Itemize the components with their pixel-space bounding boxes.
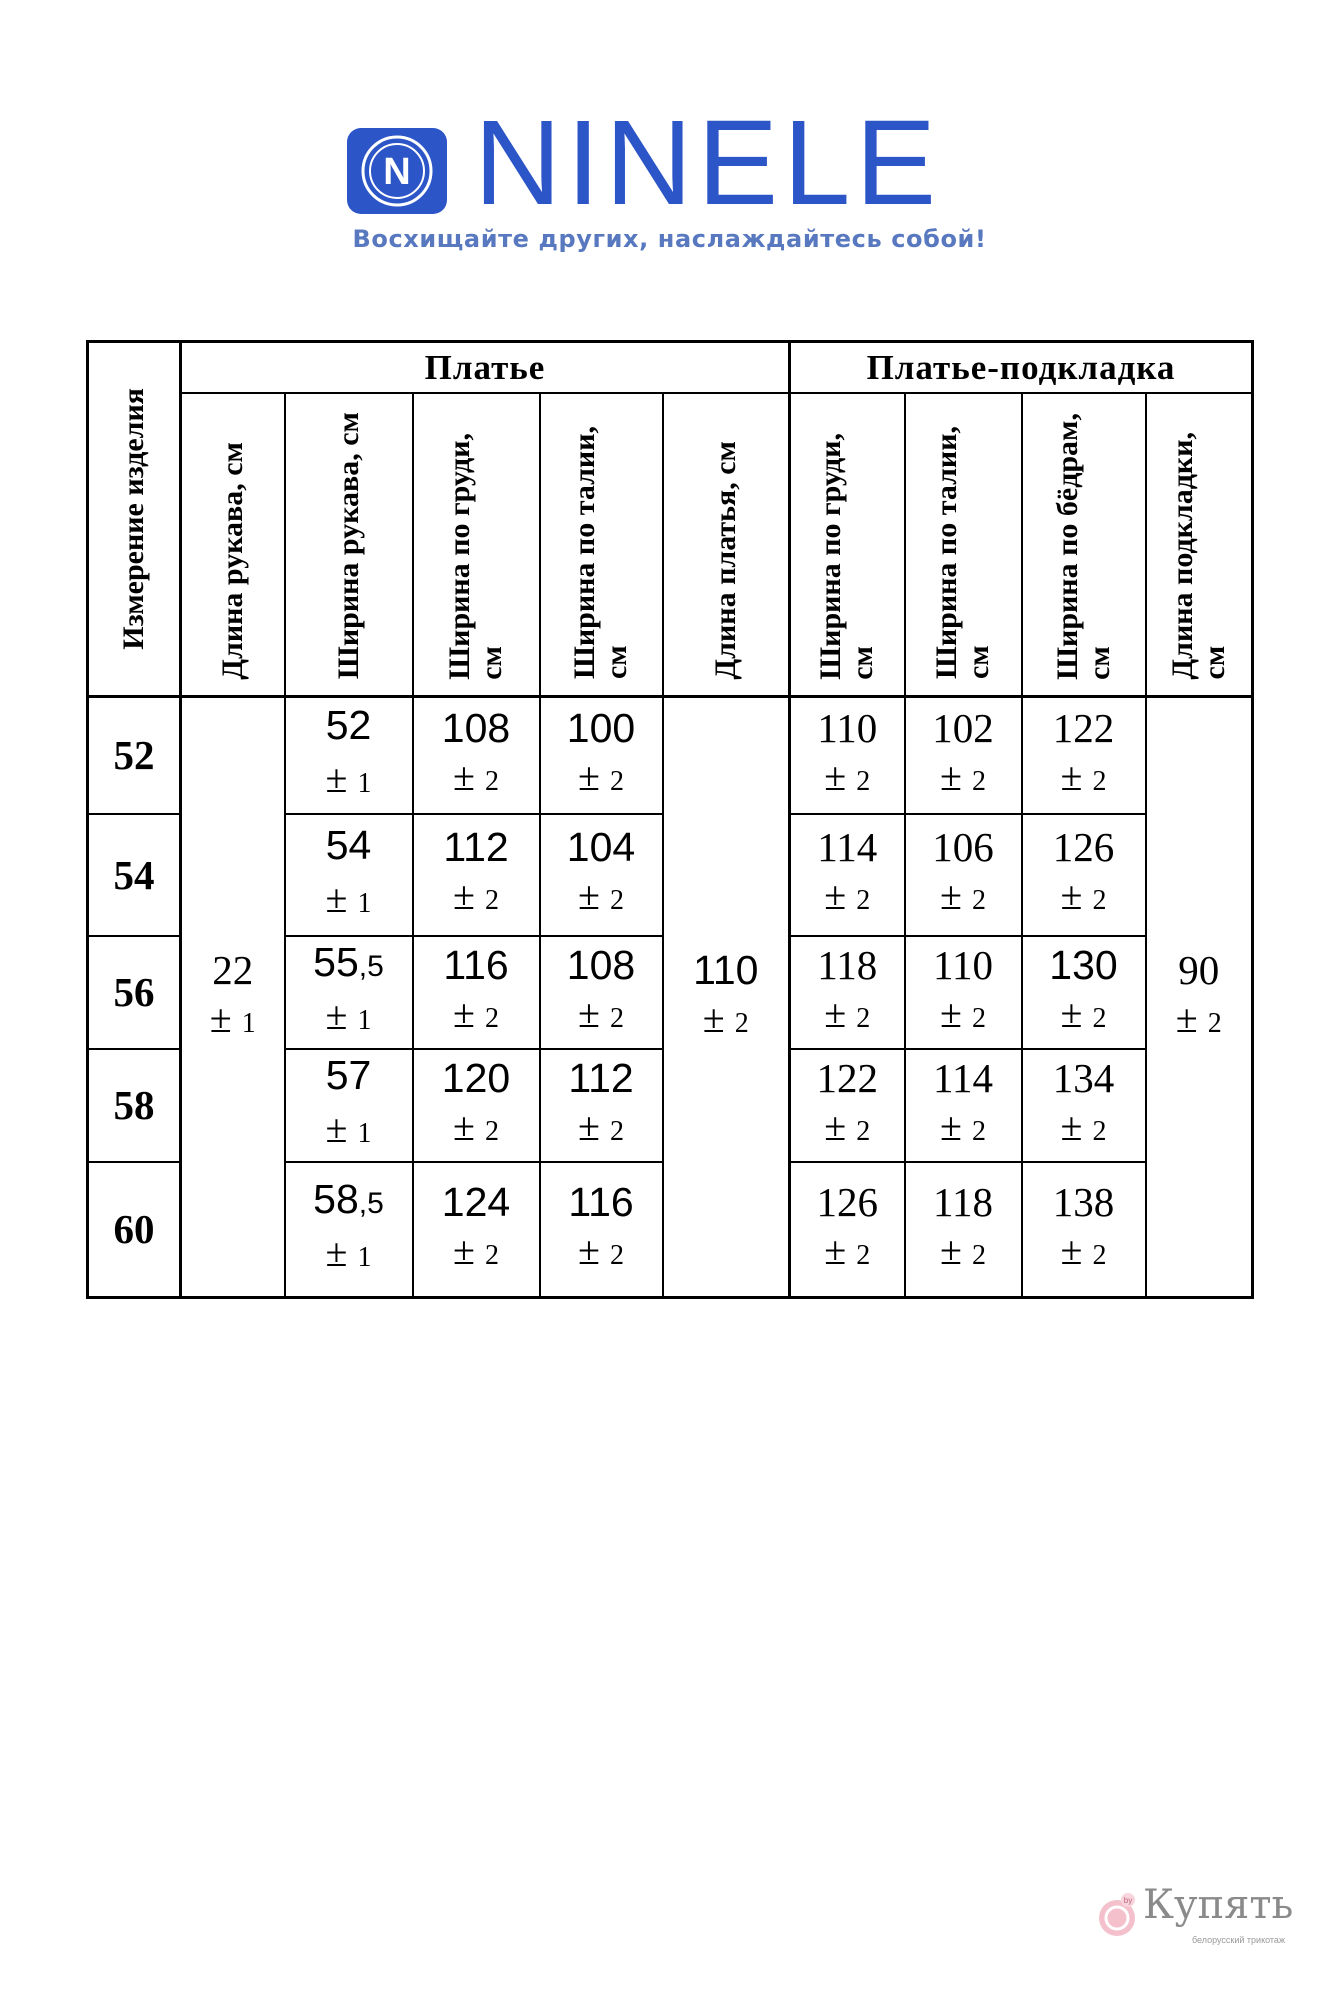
cell-value: 100 ± 2 xyxy=(540,697,663,814)
cell-value: 114 ± 2 xyxy=(905,1049,1022,1162)
size-cell: 56 xyxy=(88,936,181,1049)
kupyat-logo-icon xyxy=(1095,1892,1139,1938)
cell-value: 108 ± 2 xyxy=(413,697,540,814)
cell-value: 104 ± 2 xyxy=(540,814,663,936)
cell-value: 126 ± 2 xyxy=(1022,814,1146,936)
corner-label: Измерение изделия xyxy=(117,388,150,650)
cell-value: 114 ± 2 xyxy=(790,814,905,936)
column-header: Длина платья, см xyxy=(663,393,790,697)
brand-slogan: Восхищайте других, наслаждайтесь собой! xyxy=(352,225,987,253)
column-header: Ширина по бёдрам, см xyxy=(1022,393,1146,697)
column-header: Ширина по груди, см xyxy=(790,393,905,697)
cell-value: 52 ± 1 xyxy=(285,697,413,814)
cell-value: 110 ± 2 xyxy=(790,697,905,814)
table-row xyxy=(88,697,1253,814)
group-header-dress: Платье xyxy=(181,342,790,394)
kupyat-badge-text: by xyxy=(1123,1896,1133,1905)
cell-value: 138 ± 2 xyxy=(1022,1162,1146,1298)
cell-value: 134 ± 2 xyxy=(1022,1049,1146,1162)
cell-value: 108 ± 2 xyxy=(540,936,663,1049)
cell-value: 58,5 ± 1 xyxy=(285,1162,413,1298)
cell-value: 112 ± 2 xyxy=(540,1049,663,1162)
merged-dress-length: 110 ± 2 xyxy=(663,697,790,1298)
cell-value: 124 ± 2 xyxy=(413,1162,540,1298)
column-header: Ширина рукава, см xyxy=(285,393,413,697)
cell-value: 122 ± 2 xyxy=(790,1049,905,1162)
size-cell: 52 xyxy=(88,697,181,814)
kupyat-tagline: белорусский трикотаж xyxy=(1192,1935,1285,1945)
cell-value: 116 ± 2 xyxy=(413,936,540,1049)
size-cell: 60 xyxy=(88,1162,181,1298)
cell-value: 110 ± 2 xyxy=(905,936,1022,1049)
column-header: Длина подкладки, см xyxy=(1146,393,1253,697)
brand-name: NINELE xyxy=(474,94,942,230)
logo-letter: N xyxy=(383,151,411,193)
column-header: Ширина по талии, см xyxy=(540,393,663,697)
size-cell: 58 xyxy=(88,1049,181,1162)
cell-value: 57 ± 1 xyxy=(285,1049,413,1162)
kupyat-brand-name: Купять xyxy=(1143,1882,1294,1928)
corner-header xyxy=(88,342,181,697)
cell-value: 118 ± 2 xyxy=(790,936,905,1049)
group-header-lining: Платье-подкладка xyxy=(790,342,1253,394)
cell-value: 122 ± 2 xyxy=(1022,697,1146,814)
ninele-logo-icon xyxy=(347,128,447,214)
merged-lining-length: 90 ± 2 xyxy=(1146,697,1253,1298)
size-chart-table xyxy=(86,340,1254,1299)
size-cell: 54 xyxy=(88,814,181,936)
cell-value: 112 ± 2 xyxy=(413,814,540,936)
column-header: Длина рукава, см xyxy=(181,393,285,697)
cell-value: 130 ± 2 xyxy=(1022,936,1146,1049)
cell-value: 102 ± 2 xyxy=(905,697,1022,814)
column-header: Ширина по талии, см xyxy=(905,393,1022,697)
cell-value: 54 ± 1 xyxy=(285,814,413,936)
cell-value: 106 ± 2 xyxy=(905,814,1022,936)
merged-sleeve-length: 22 ± 1 xyxy=(181,697,285,1298)
cell-value: 120 ± 2 xyxy=(413,1049,540,1162)
column-header: Ширина по груди, см xyxy=(413,393,540,697)
cell-value: 116 ± 2 xyxy=(540,1162,663,1298)
cell-value: 55,5 ± 1 xyxy=(285,936,413,1049)
cell-value: 126 ± 2 xyxy=(790,1162,905,1298)
cell-value: 118 ± 2 xyxy=(905,1162,1022,1298)
